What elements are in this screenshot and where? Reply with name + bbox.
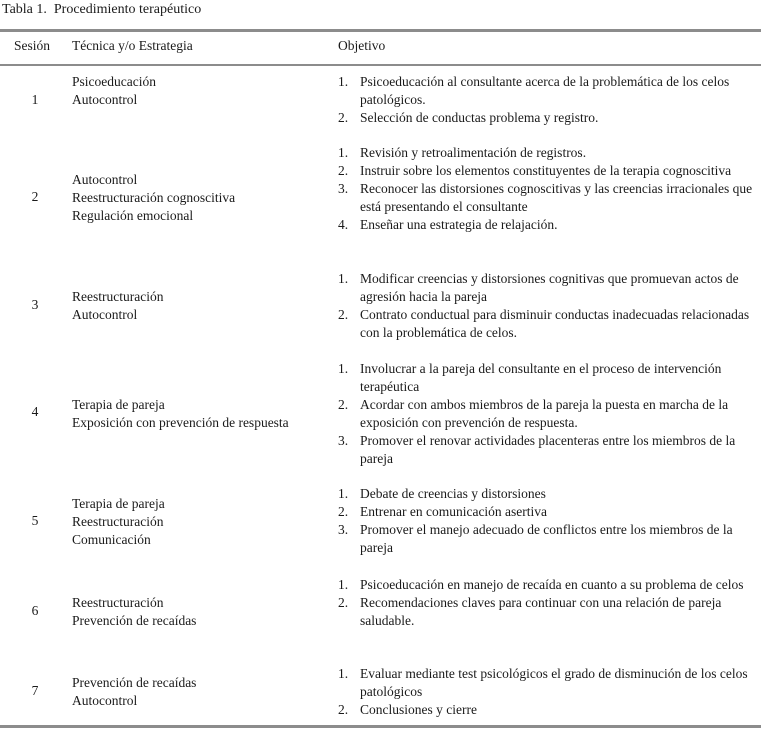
objetivo-number: 1.: [338, 486, 349, 501]
objetivo-item: [338, 701, 758, 719]
objetivo-text: Enseñar una estrategia de relajación.: [360, 217, 558, 232]
objetivo-item: [338, 360, 758, 396]
objetivo-number: 1.: [338, 577, 349, 592]
top-rule: [0, 29, 761, 32]
tecnica-item: Exposición con prevención de respuesta: [72, 415, 289, 430]
objetivo-item: [338, 109, 758, 127]
table-header: [0, 38, 761, 58]
objetivo-text: Conclusiones y cierre: [360, 702, 477, 717]
tecnica-item: Prevención de recaídas: [72, 613, 197, 628]
tecnica-item: Terapia de pareja: [72, 397, 165, 412]
objetivos-list: [338, 144, 758, 234]
objetivo-item: [338, 180, 758, 216]
sesion-number: 5: [31, 513, 39, 528]
objetivos-list: [338, 485, 758, 557]
objetivo-text: Involucrar a la pareja del consultante en el proceso de intervención terapéutica: [360, 361, 722, 394]
objetivo-text: Evaluar mediante test psicológicos el grado de disminución de los celos patológicos: [360, 666, 748, 699]
tecnicas-cell: [72, 674, 332, 710]
bottom-rule: [0, 725, 761, 728]
tecnicas-cell: [72, 396, 332, 432]
header-tecnica: Técnica y/o Estrategia: [72, 38, 193, 53]
tecnica-item: Psicoeducación: [72, 74, 156, 89]
objetivo-item: [338, 485, 758, 503]
objetivo-number: 2.: [338, 110, 349, 125]
objetivo-item: [338, 503, 758, 521]
sesion-number: 7: [31, 683, 39, 698]
objetivo-item: [338, 665, 758, 701]
tecnica-item: Reestructuración: [72, 595, 164, 610]
tecnicas-cell: [72, 171, 332, 225]
tecnicas-cell: [72, 288, 332, 324]
objetivo-text: Entrenar en comunicación asertiva: [360, 504, 548, 519]
table-caption: Tabla 1. Procedimiento terapéutico: [2, 2, 202, 17]
objetivo-text: Contrato conductual para disminuir conductas inadecuadas relacionadas con la problemática de celos.: [360, 307, 750, 340]
tecnica-item: Reestructuración: [72, 289, 164, 304]
objetivo-number: 1.: [338, 666, 349, 681]
tecnica-item: Reestructuración: [72, 514, 164, 529]
objetivo-text: Psicoeducación al consultante acerca de la problemática de los celos patológicos.: [360, 74, 730, 107]
sesion-number: 1: [31, 92, 39, 107]
tecnica-item: Regulación emocional: [72, 208, 194, 223]
objetivo-text: Acordar con ambos miembros de la pareja la puesta en marcha de la exposición con prevención de respuesta.: [360, 397, 729, 430]
objetivo-number: 2.: [338, 702, 349, 717]
objetivo-number: 3.: [338, 522, 349, 537]
objetivo-text: Revisión y retroalimentación de registros.: [360, 145, 587, 160]
tecnica-item: Autocontrol: [72, 307, 138, 322]
objetivo-item: [338, 144, 758, 162]
header-objetivo: Objetivo: [338, 38, 386, 53]
sesion-number: 6: [31, 603, 39, 618]
objetivo-text: Promover el manejo adecuado de conflictos entre los miembros de la pareja: [360, 522, 733, 555]
header-rule: [0, 64, 761, 66]
objetivo-item: [338, 306, 758, 342]
tecnica-item: Terapia de pareja: [72, 496, 165, 511]
objetivo-number: 4.: [338, 217, 349, 232]
objetivo-number: 2.: [338, 595, 349, 610]
objetivos-list: [338, 270, 758, 342]
objetivo-number: 3.: [338, 181, 349, 196]
objetivo-number: 1.: [338, 361, 349, 376]
objetivo-item: [338, 270, 758, 306]
objetivo-text: Instruir sobre los elementos constituyentes de la terapia cognoscitiva: [360, 163, 732, 178]
objetivo-item: [338, 162, 758, 180]
tecnicas-cell: [72, 73, 332, 109]
objetivos-list: [338, 576, 758, 630]
sesion-number: 2: [31, 189, 39, 204]
objetivos-list: [338, 73, 758, 127]
objetivo-text: Psicoeducación en manejo de recaída en cuanto a su problema de celos: [360, 577, 744, 592]
objetivo-number: 1.: [338, 271, 349, 286]
objetivo-item: [338, 216, 758, 234]
header-sesion: Sesión: [14, 38, 51, 53]
objetivo-item: [338, 432, 758, 468]
tecnica-item: Prevención de recaídas: [72, 675, 197, 690]
objetivo-number: 2.: [338, 504, 349, 519]
objetivo-text: Reconocer las distorsiones cognoscitivas y las creencias irracionales que está presentando el consultante: [360, 181, 753, 214]
tecnica-item: Comunicación: [72, 532, 151, 547]
tecnicas-cell: [72, 495, 332, 549]
objetivo-text: Recomendaciones claves para continuar con una relación de pareja saludable.: [360, 595, 722, 628]
objetivo-number: 1.: [338, 145, 349, 160]
tecnica-item: Reestructuración cognoscitiva: [72, 190, 236, 205]
objetivo-number: 2.: [338, 307, 349, 322]
objetivos-list: [338, 665, 758, 719]
objetivo-item: [338, 521, 758, 557]
objetivo-item: [338, 73, 758, 109]
objetivo-text: Selección de conductas problema y registro.: [360, 110, 599, 125]
objetivo-number: 3.: [338, 433, 349, 448]
tecnicas-cell: [72, 594, 332, 630]
tecnica-item: Autocontrol: [72, 92, 138, 107]
sesion-number: 4: [31, 404, 39, 419]
objetivo-item: [338, 396, 758, 432]
tecnica-item: Autocontrol: [72, 172, 138, 187]
objetivos-list: [338, 360, 758, 468]
tecnica-item: Autocontrol: [72, 693, 138, 708]
objetivo-item: [338, 594, 758, 630]
objetivo-item: [338, 576, 758, 594]
objetivo-text: Debate de creencias y distorsiones: [360, 486, 546, 501]
objetivo-text: Promover el renovar actividades placenteras entre los miembros de la pareja: [360, 433, 736, 466]
objetivo-text: Modificar creencias y distorsiones cognitivas que promuevan actos de agresión hacia la pareja: [360, 271, 739, 304]
objetivo-number: 1.: [338, 74, 349, 89]
objetivo-number: 2.: [338, 397, 349, 412]
objetivo-number: 2.: [338, 163, 349, 178]
sesion-number: 3: [31, 297, 39, 312]
